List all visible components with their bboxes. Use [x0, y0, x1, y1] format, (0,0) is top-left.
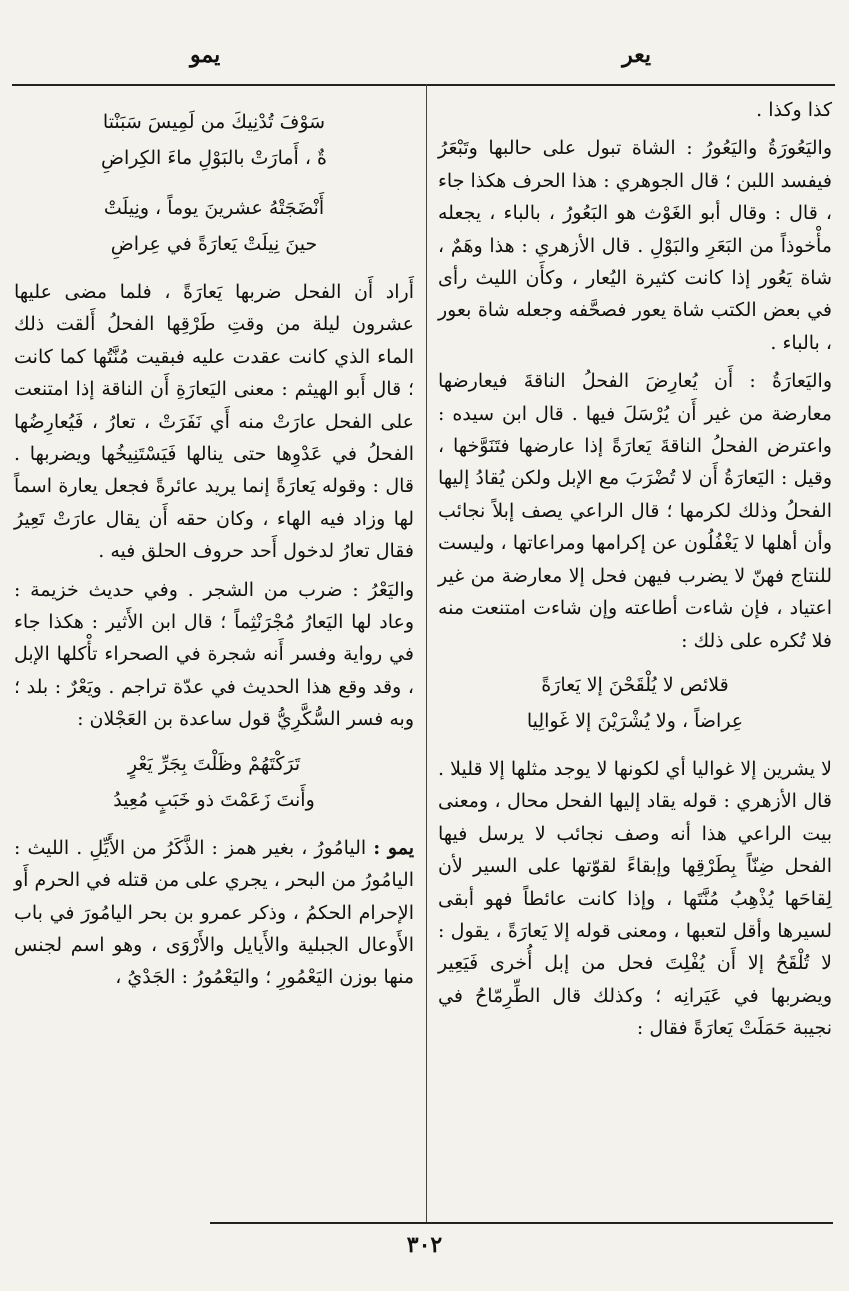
paragraph: واليَعارَةُ : أَن يُعارِضَ الفحلُ الناقةَ فيعارضها معارضة من غير أَن يُرْسَلَ فيها . قال ابن سيده : واعترض الفحلُ الناقةَ يَعارَةً إذا عارضها فتَنَوَّخها ، وقيل : اليَعارَةُ أَن لا تُضْرَبَ مع الإبل ولكن يُقادُ إليها الفحلُ وذلك لكرمها ؛ قال الراعي يصف إبلاً نجائب وأن أهلها لا يَغْفُلُون عن إكرامها ومراعاتها ، وليست للنتاج فهنّ لا يضرب فيهن فحل إلا معارضة من غير اعتياد ، فإن شاءت أطاعته وإن شاءت امتنعت منه فلا تُكره على ذلك :	[438, 370, 832, 652]
entry	[14, 832, 414, 994]
verse	[14, 104, 414, 176]
verse-line: سَوْفَ تُدْنِيكَ من لَمِيسَ سَبَنْتا	[102, 111, 326, 133]
paragraph: واليَعْرُ : ضرب من الشجر . وفي حديث خزيمة : وعاد لها اليَعارُ مُجْرَنْثِماً ؛ قال ابن الأَثير : هكذا جاء في رواية وفسر أَنه شجرة في الصحراء تأْكلها الإبل ، وقد وقع هذا الحديث في عدّة تراجم . ويَعْرٌ : بلد ؛ وبه فسر السُّكَّرِيُّ قول ساعدة بن العَجْلان :	[14, 578, 414, 731]
verse-line: ةٌ ، أَمارَتْ بالبَوْلِ ماءَ الكِراضِ	[100, 147, 327, 169]
paragraph: كذا وكذا .	[756, 99, 832, 121]
verse	[438, 667, 832, 739]
paragraph: لا يشرين إلا غواليا أي لكونها لا يوجد مثلها إلا قليلا . قال الأزهري : قوله يقاد إليها الفحل محال ، ومعنى بيت الراعي هذا أنه وصف نجائب لا يرسل فيها الفحل ضِنّاً بِطَرْقِها وإبقاءً لقوّتها على السير لأن لِقاحَها يُذْهِبُ مُنَّتَها ، وإذا كانت عائطاً فهو أبقى لسيرها وأقل لتعبها ، ومعنى قوله إلا يَعارَةً ، يقول : لا تُلْقَحُ إلا أَن يُفْلِتَ فحل من إبل أُخرى فَيَعِير ويضربها في عَيَرانِه ؛ وكذلك قال الطِّرِمّاحُ في نجيبة حَمَلَتْ يَعارَةً فقال :	[438, 757, 832, 1040]
right-column	[438, 94, 832, 1051]
right-headword: يعر	[622, 42, 651, 68]
top-rule	[12, 84, 835, 86]
verse-line: قلائص لا يُلْقَحْنَ إلا يَعارَةً	[541, 673, 729, 696]
page-number: ٣٠٢	[406, 1232, 443, 1258]
verse-line: تَرَكْتَهُمْ وظَلْتَ بِجَرِّ يَعْرٍ	[127, 752, 301, 775]
verse-line: وأَنتَ زَعَمْتَ ذو خَبَبٍ مُعِيدُ	[113, 788, 315, 811]
entry-headword: يمو :	[373, 836, 414, 859]
verse-line: عِراضاً ، ولا يُشْرَيْنَ إلا غَوالِيا	[526, 709, 744, 732]
bottom-rule	[210, 1222, 833, 1224]
verse-line: أَنْضَجَتْهُ عشرينَ يوماً ، ونِيلَتْ	[103, 197, 325, 219]
paragraph: واليَعُورَةُ واليَعُورُ : الشاة تبول على حالبها وتَبْعَرُ فيفسد اللبن ؛ قال الجوهري : هذا الحرف هكذا جاء ، قال : وقال أبو الغَوْث هو البَعُورُ ، بالباء ، يجعله مأْخوذاً من البَعَرِ والبَوْلِ . قال الأزهري : هذا وهَمٌ ، شاة يَعُور إذا كانت كثيرة اليُعار ، وكأَن الليث رأى في بعض الكتب شاة يعور فصحَّفه وجعله شاة بعور ، بالباء .	[438, 137, 832, 354]
verse	[14, 190, 414, 262]
left-headword: يمو	[190, 42, 221, 68]
verse-line: حينَ نِيلَتْ يَعارَةً في عِراضِ	[110, 233, 318, 255]
paragraph: أَراد أَن الفحل ضربها يَعارَةً ، فلما مضى عليها عشرون ليلة من وقتِ طَرْقِها الفحلُ أَلقت ذلك الماء الذي كانت عقدت عليه فبقيت مُنَّتُها كما كانت ؛ قال أَبو الهيثم : معنى اليَعارَةِ أَن الناقة إذا امتنعت على الفحل عارَتْ منه أَي نَفَرَتْ ، تعارُ ، فَيُعارِضُها الفحلُ في عَدْوِها حتى ينالها فَيَسْتَنِيخُها ويضربها . قال : وقوله يَعارَةً إنما يريد عائرةً فجعل يعارة اسماً لها وزاد فيه الهاء ، وكان حقه أَن يقال عارَتْ تَعِيرُ فقال تعارُ لدخول أَحد حروف الحلق فيه .	[14, 281, 414, 563]
left-column	[14, 94, 414, 1000]
entry-text: اليامُورُ ، بغير همز : الذَّكَرُ من الأَيِّلِ . الليث : اليامُورُ من البحر ، يجري على من قتله في الحرم أَو الإحرام الحكمُ ، وذكر عمرو بن بحر اليامُورَ في باب الأَوعال الجبلية والأَيايل والأَرْوَى ، وهو اسم لجنس منها بوزن اليَعْمُورِ ؛ واليَعْمُورُ : الجَدْيُ ،	[14, 836, 414, 989]
column-divider	[426, 84, 427, 1222]
verse	[14, 746, 414, 818]
